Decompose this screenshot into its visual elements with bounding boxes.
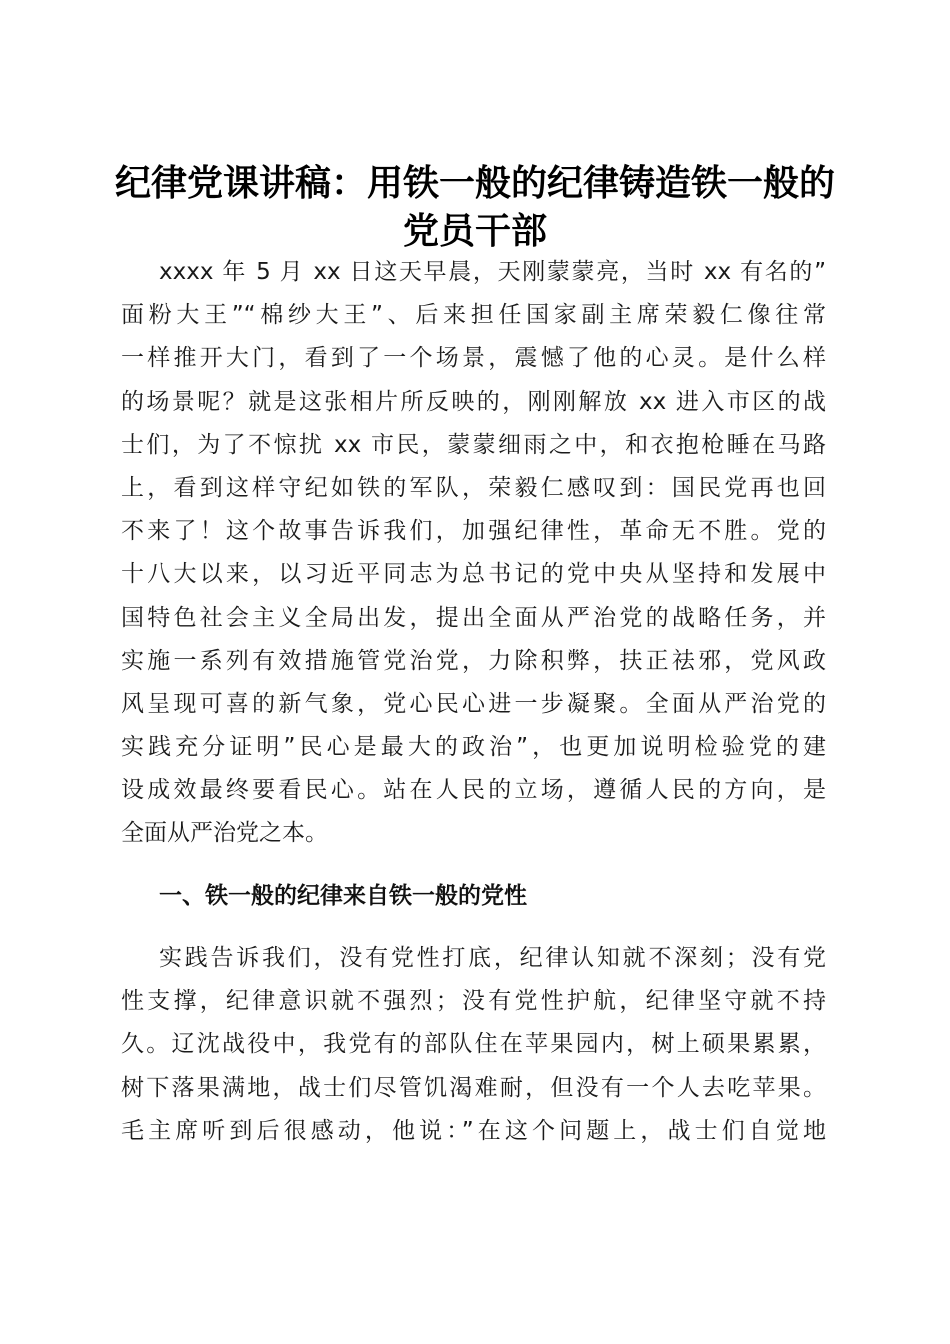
section-heading: 一、铁一般的纪律来自铁一般的党性: [159, 882, 527, 909]
paragraph-line: 面粉大王”“棉纱大王”、后来担任国家副主席荣毅仁像往常: [121, 302, 826, 329]
intro-paragraph: [121, 251, 826, 856]
paragraph-line: 实施一系列有效措施管党治党，力除积弊，扶正祛邪，党风政: [121, 647, 826, 674]
paragraph-line: 的场景呢？就是这张相片所反映的，刚刚解放 xx 进入市区的战: [121, 388, 826, 415]
paragraph-line: 性支撑，纪律意识就不强烈；没有党性护航，纪律坚守就不持: [121, 988, 826, 1015]
paragraph-line: 毛主席听到后很感动，他说：”在这个问题上，战士们自觉地: [121, 1117, 826, 1144]
paragraph-line: 久。辽沈战役中，我党有的部队住在苹果园内，树上硕果累累，: [121, 1031, 826, 1058]
paragraph-line: 十八大以来，以习近平同志为总书记的党中央从坚持和发展中: [121, 561, 826, 588]
paragraph-line: xxxx 年 5 月 xx 日这天早晨，天刚蒙蒙亮，当时 xx 有名的”: [159, 259, 826, 285]
paragraph-line: 国特色社会主义全局出发，提出全面从严治党的战略任务，并: [121, 604, 826, 631]
paragraph-line: 一样推开大门，看到了一个场景，震憾了他的心灵。是什么样: [121, 345, 826, 372]
paragraph-line: 风呈现可喜的新气象，党心民心进一步凝聚。全面从严治党的: [121, 690, 826, 717]
title-line-2: 党员干部: [402, 210, 547, 253]
document-title: [100, 159, 850, 255]
paragraph-line: 树下落果满地，战士们尽管饥渴难耐，但没有一个人去吃苹果。: [121, 1074, 826, 1101]
paragraph-line: 设成效最终要看民心。站在人民的立场，遵循人民的方向，是: [121, 777, 826, 804]
paragraph-line: 全面从严治党之本。: [121, 820, 328, 847]
paragraph-line: 士们，为了不惊扰 xx 市民，蒙蒙细雨之中，和衣抱枪睡在马路: [121, 431, 826, 458]
paragraph-line: 不来了！这个故事告诉我们，加强纪律性，革命无不胜。党的: [121, 518, 826, 545]
section-paragraph: [121, 937, 826, 1153]
paragraph-line: 上，看到这样守纪如铁的军队，荣毅仁感叹到：国民党再也回: [121, 474, 826, 501]
title-line-1: 纪律党课讲稿：用铁一般的纪律铸造铁一般的: [114, 162, 835, 205]
paragraph-line: 实践充分证明”民心是最大的政治”，也更加说明检验党的建: [121, 734, 826, 761]
paragraph-line: 实践告诉我们，没有党性打底，纪律认知就不深刻；没有党: [159, 944, 826, 971]
document-body: [121, 251, 826, 1153]
